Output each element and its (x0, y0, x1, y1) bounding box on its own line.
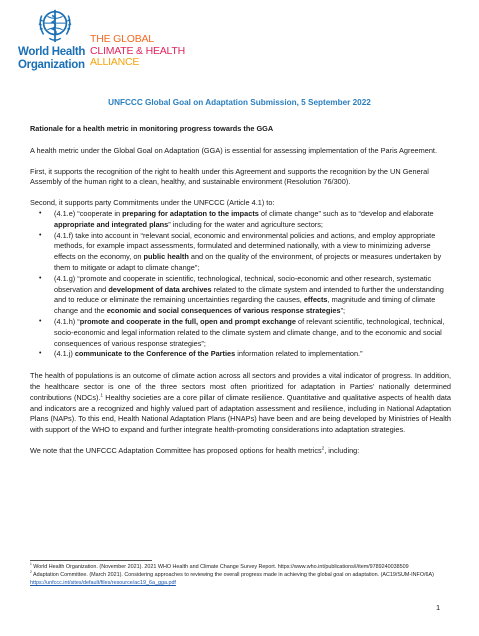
text-run: (4.1.e) “cooperate in (54, 208, 123, 218)
text-run: related to the climate system and intended to further the understanding and to reduce or eliminate the remaining uncertainties regarding the causes, (54, 284, 444, 305)
footnote-number: 2 (30, 570, 32, 575)
gcha-logo (90, 34, 200, 69)
text-run-bold: communicate to the Conference of the Parties (74, 349, 236, 359)
list-item (30, 209, 451, 231)
footnote-number: 1 (30, 562, 32, 567)
list-item (30, 231, 451, 274)
bullet-icon: • (39, 274, 42, 282)
list-item (30, 349, 451, 360)
text-run-bold: promote and cooperate in the full, open and prompt exchange (79, 316, 296, 326)
footnote-ref-2[interactable]: 2 (321, 445, 325, 451)
text-run-bold: effects (303, 295, 328, 305)
text-run-bold: appropriate and integrated plans (54, 219, 169, 229)
list-item (30, 274, 451, 317)
text-run: of climate change” such as to “develop and elaborate (258, 208, 434, 218)
footnote-link[interactable]: https://unfccc.int/sites/default/files/resource/ac19_6a_gga.pdf (30, 580, 176, 586)
who-name-line1: World Health (18, 46, 86, 58)
bullet-icon: • (39, 209, 42, 217)
footnote-ref-1[interactable]: 1 (100, 392, 103, 398)
gcha-line3: ALLIANCE (90, 56, 140, 68)
text-run: (4.1.g) “promote and cooperate in scientific, technological, technical, socio-economic and other research, systematic observation and (54, 273, 432, 294)
text-run: Healthy societies are a core pillar of climate resilience. Quantitative and qualitative aspects of health data and indicators are a recognized and highly valued part of adaptation assessment and resilience, including in National Adaptation Plans (NAPs). To this end, Health National Adaptation Plans (HNAPs) have been and are being developed by Ministries of Health with support of the WHO to expand and further integrate health-promoting considerations into adaptation strategies. (30, 392, 451, 435)
bullet-icon: • (39, 231, 42, 239)
gcha-line1: THE GLOBAL (90, 33, 154, 45)
footnote-divider (30, 560, 152, 561)
text-run: The health of populations is an outcome of climate action across all sectors and provides a vital indicator of progress. In addition, the healthcare sector is one of the three sectors most often prioritized for adaptation in Parties’ nationally determined contributions (NDCs). (30, 371, 451, 402)
section-heading: Rationale for a health metric in monitoring progress towards the GGA (30, 124, 274, 133)
text-run: ” including for the water and agriculture sectors; (168, 219, 323, 229)
text-run-bold: preparing for adaptation to the impacts (122, 208, 259, 218)
text-run: ”; (340, 306, 346, 316)
bullet-icon: • (39, 350, 42, 358)
bullet-icon: • (39, 317, 42, 325)
footnotes (30, 563, 451, 587)
text-run: information related to implementation.” (235, 349, 363, 359)
footnote-1 (30, 563, 451, 571)
document-title: UNFCCC Global Goal on Adaptation Submission, 5 September 2022 (108, 98, 371, 107)
footnote-2 (30, 571, 451, 587)
text-run: (4.1.f) take into account in “relevant social, economic and environmental policies and actions, and employ appropriate methods, for example impact assessments, formulated and determined nationally, with a view to minimizing adverse effects on the economy, on (54, 230, 436, 262)
footnote-text: Adaptation Committee. (March 2021). Considering approaches to reviewing the overall progress made in achieving the global goal on adaptation. (AC19/SUM-INFO/6A) (31, 572, 434, 578)
text-run: , including: (324, 445, 360, 455)
footnote-text: World Health Organization. (November 2021). 2021 WHO Health and Climate Change Survey Report. https://www.who.int/publications/i/item/9789240038509 (31, 564, 409, 570)
paragraph-intro: A health metric under the Global Goal on Adaptation (GGA) is essential for assessing implementation of the Paris Agreement. (30, 145, 437, 155)
text-run-bold: development of data archives (108, 284, 212, 294)
page-number: 1 (436, 603, 441, 612)
gcha-line2: CLIMATE & HEALTH (90, 44, 186, 57)
text-run: of relevant scientific, technological, technical, socio-economic and legal information related to the climate system and climate change, and to the economic and social consequences of various response strategies”; (54, 316, 445, 348)
text-run: (4.1.h) “ (54, 316, 80, 326)
paragraph-second: Second, it supports party Commitments under the UNFCCC (Article 4.1) to: (30, 198, 275, 208)
paragraph-adaptation-committee (30, 446, 451, 457)
text-run: and on the quality of the environment, of projects or measures undertaken by them to mitigate or adapt to climate change”; (54, 252, 442, 272)
text-run: , magnitude and timing of climate change and the (54, 295, 436, 316)
text-run: We note that the UNFCCC Adaptation Committee has proposed options for health metrics (30, 445, 322, 455)
paragraph-health-populations (30, 371, 451, 436)
document-body (30, 124, 451, 457)
text-run-bold: public health (143, 252, 189, 262)
who-logo (18, 6, 90, 76)
paragraph-first: First, it supports the recognition of the right to health under this Agreement and supports the recognition by the UN General Assembly of the human right to a clean, healthy, and sustainable environment (Resolution 76/300). (30, 166, 429, 187)
who-emblem-icon (36, 6, 74, 44)
text-run-bold: economic and social consequences of various response strategies (106, 306, 341, 316)
commitments-list (30, 209, 451, 360)
list-item (30, 317, 451, 349)
who-name-line2: Organization (18, 58, 85, 71)
text-run: (4.1.j) (54, 349, 75, 359)
